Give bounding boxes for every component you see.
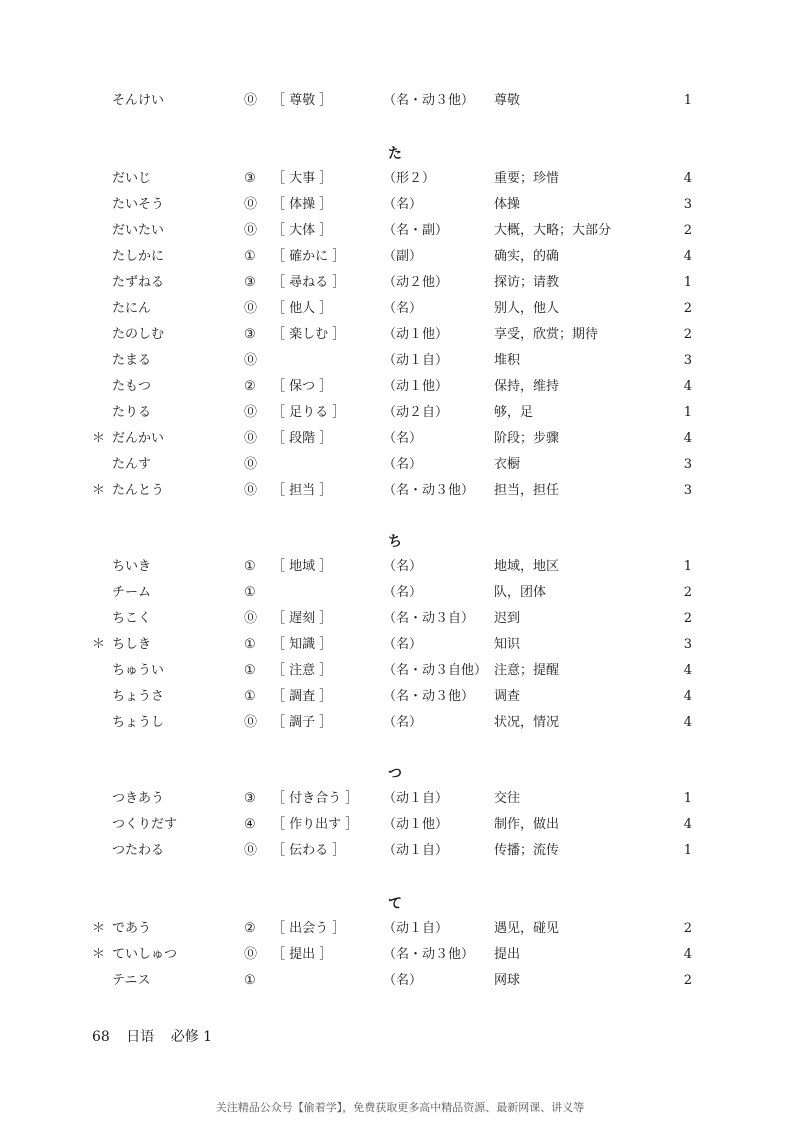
entry-lesson: 1 xyxy=(683,405,692,420)
entry-kana: であう xyxy=(112,921,152,936)
section-heading: て xyxy=(388,896,402,912)
entry-kanji: ［ 楽しむ ］ xyxy=(272,327,346,342)
vocab-row xyxy=(0,401,800,425)
star-mark: ＊ xyxy=(92,637,106,652)
entry-lesson: 3 xyxy=(683,637,692,652)
vocab-row xyxy=(0,297,800,321)
vocab-row xyxy=(0,427,800,451)
section-heading: つ xyxy=(388,766,402,782)
entry-kana: ちこく xyxy=(112,611,152,626)
entry-lesson: 2 xyxy=(683,223,692,238)
entry-accent: ② xyxy=(244,921,256,936)
star-mark: ＊ xyxy=(92,431,106,446)
entry-accent: ⓪ xyxy=(244,431,258,446)
entry-part-of-speech: （形２） xyxy=(383,171,436,186)
vocab-row xyxy=(0,943,800,967)
entry-meaning: 知识 xyxy=(494,637,521,652)
entry-lesson: 2 xyxy=(683,327,692,342)
entry-part-of-speech: （名） xyxy=(383,301,423,316)
entry-lesson: 2 xyxy=(683,611,692,626)
vocab-row xyxy=(0,349,800,373)
entry-kana: たもつ xyxy=(112,379,152,394)
entry-lesson: 4 xyxy=(683,249,692,264)
entry-lesson: 2 xyxy=(683,973,692,988)
entry-lesson: 4 xyxy=(683,431,692,446)
star-mark: ＊ xyxy=(92,483,106,498)
entry-part-of-speech: （名） xyxy=(383,197,423,212)
entry-accent: ② xyxy=(244,379,256,394)
entry-meaning: 遇见，碰见 xyxy=(494,921,560,936)
entry-kanji: ［ 作り出す ］ xyxy=(272,817,359,832)
entry-accent: ① xyxy=(244,973,256,988)
entry-accent: ③ xyxy=(244,171,256,186)
vocab-row xyxy=(0,245,800,269)
entry-part-of-speech: （动１他） xyxy=(383,817,449,832)
entry-kanji: ［ 知識 ］ xyxy=(272,637,333,652)
vocab-row xyxy=(0,787,800,811)
entry-part-of-speech: （动１自） xyxy=(383,353,449,368)
entry-meaning: 状况，情况 xyxy=(494,715,560,730)
vocab-row xyxy=(0,89,800,113)
entry-lesson: 4 xyxy=(683,715,692,730)
entry-meaning: 确实，的确 xyxy=(494,249,560,264)
entry-accent: ⓪ xyxy=(244,353,258,368)
entry-lesson: 2 xyxy=(683,921,692,936)
book-title: 日语 xyxy=(126,1029,155,1045)
vocab-row xyxy=(0,969,800,993)
entry-accent: ⓪ xyxy=(244,405,258,420)
vocab-row xyxy=(0,375,800,399)
book-volume: 必修 1 xyxy=(170,1029,213,1045)
entry-kana: たりる xyxy=(112,405,152,420)
vocab-row xyxy=(0,219,800,243)
vocab-row xyxy=(0,271,800,295)
entry-meaning: 阶段；步骤 xyxy=(494,431,560,446)
entry-kanji: ［ 足りる ］ xyxy=(272,405,346,420)
entry-lesson: 1 xyxy=(683,559,692,574)
entry-lesson: 2 xyxy=(683,301,692,316)
entry-meaning: 别人，他人 xyxy=(494,301,560,316)
section-heading: た xyxy=(388,146,402,162)
entry-accent: ⓪ xyxy=(244,843,258,858)
entry-lesson: 4 xyxy=(683,817,692,832)
entry-kanji: ［ 大事 ］ xyxy=(272,171,333,186)
vocab-row xyxy=(0,607,800,631)
vocab-row xyxy=(0,323,800,347)
entry-meaning: 传播；流传 xyxy=(494,843,560,858)
entry-kanji: ［ 段階 ］ xyxy=(272,431,333,446)
entry-accent: ⓪ xyxy=(244,197,258,212)
entry-kana: つくりだす xyxy=(112,817,178,832)
vocab-row xyxy=(0,453,800,477)
entry-part-of-speech: （名・动３自） xyxy=(383,611,475,626)
entry-kanji: ［ 注意 ］ xyxy=(272,663,333,678)
entry-lesson: 4 xyxy=(683,689,692,704)
section-heading: ち xyxy=(388,534,402,550)
entry-kana: ちょうさ xyxy=(112,689,165,704)
vocab-row xyxy=(0,839,800,863)
entry-meaning: 体操 xyxy=(494,197,521,212)
entry-kanji: ［ 他人 ］ xyxy=(272,301,333,316)
entry-kana: たずねる xyxy=(112,275,165,290)
entry-kana: ちゅうい xyxy=(112,663,165,678)
entry-kanji: ［ 尊敬 ］ xyxy=(272,93,333,108)
entry-part-of-speech: （名） xyxy=(383,637,423,652)
entry-kana: だいたい xyxy=(112,223,165,238)
entry-kanji: ［ 体操 ］ xyxy=(272,197,333,212)
entry-kana: テニス xyxy=(112,973,151,988)
entry-part-of-speech: （名） xyxy=(383,973,423,988)
vocab-row xyxy=(0,813,800,837)
star-mark: ＊ xyxy=(92,921,106,936)
entry-meaning: 重要；珍惜 xyxy=(494,171,560,186)
entry-part-of-speech: （动１他） xyxy=(383,327,449,342)
entry-meaning: 网球 xyxy=(494,973,521,988)
entry-accent: ⓪ xyxy=(244,93,258,108)
entry-kanji: ［ 出会う ］ xyxy=(272,921,346,936)
entry-part-of-speech: （名） xyxy=(383,431,423,446)
entry-kana: チーム xyxy=(112,585,152,600)
entry-lesson: 4 xyxy=(683,947,692,962)
vocab-row xyxy=(0,581,800,605)
entry-kanji: ［ 遅刻 ］ xyxy=(272,611,333,626)
entry-lesson: 3 xyxy=(683,353,692,368)
entry-accent: ① xyxy=(244,637,256,652)
vocab-row xyxy=(0,167,800,191)
entry-kanji: ［ 地域 ］ xyxy=(272,559,333,574)
entry-kana: たんとう xyxy=(112,483,165,498)
entry-kana: つたわる xyxy=(112,843,165,858)
entry-accent: ① xyxy=(244,249,256,264)
entry-accent: ③ xyxy=(244,791,256,806)
entry-kanji: ［ 調査 ］ xyxy=(272,689,333,704)
entry-meaning: 尊敬 xyxy=(494,93,521,108)
entry-kana: ちいき xyxy=(112,559,152,574)
entry-part-of-speech: （副） xyxy=(383,249,423,264)
entry-kana: たまる xyxy=(112,353,152,368)
entry-accent: ④ xyxy=(244,817,256,832)
entry-part-of-speech: （动２他） xyxy=(383,275,449,290)
entry-part-of-speech: （名・动３他） xyxy=(383,483,475,498)
entry-meaning: 够，足 xyxy=(494,405,534,420)
entry-lesson: 4 xyxy=(683,171,692,186)
entry-kana: ちょうし xyxy=(112,715,165,730)
entry-part-of-speech: （名） xyxy=(383,585,423,600)
entry-kana: たのしむ xyxy=(112,327,165,342)
entry-kanji: ［ 保つ ］ xyxy=(272,379,333,394)
entry-part-of-speech: （名） xyxy=(383,559,423,574)
entry-kana: たにん xyxy=(112,301,152,316)
entry-part-of-speech: （动１自） xyxy=(383,791,449,806)
vocab-row xyxy=(0,555,800,579)
entry-lesson: 1 xyxy=(683,275,692,290)
entry-accent: ⓪ xyxy=(244,947,258,962)
vocab-row xyxy=(0,917,800,941)
vocab-row xyxy=(0,633,800,657)
entry-part-of-speech: （动１他） xyxy=(383,379,449,394)
entry-kana: つきあう xyxy=(112,791,165,806)
entry-part-of-speech: （名） xyxy=(383,715,423,730)
entry-lesson: 3 xyxy=(683,457,692,472)
entry-kana: たいそう xyxy=(112,197,165,212)
entry-meaning: 衣橱 xyxy=(494,457,521,472)
entry-lesson: 4 xyxy=(683,379,692,394)
entry-accent: ⓪ xyxy=(244,457,258,472)
page-number: 68 xyxy=(92,1029,110,1045)
entry-accent: ① xyxy=(244,559,256,574)
entry-meaning: 调查 xyxy=(494,689,521,704)
entry-part-of-speech: （动１自） xyxy=(383,921,449,936)
vocab-row xyxy=(0,479,800,503)
entry-kanji: ［ 付き合う ］ xyxy=(272,791,359,806)
entry-kanji: ［ 伝わる ］ xyxy=(272,843,346,858)
entry-kanji: ［ 提出 ］ xyxy=(272,947,333,962)
entry-kana: そんけい xyxy=(112,93,165,108)
entry-kanji: ［ 尋ねる ］ xyxy=(272,275,346,290)
entry-lesson: 1 xyxy=(683,93,692,108)
vocab-row xyxy=(0,711,800,735)
entry-lesson: 2 xyxy=(683,585,692,600)
watermark-text: 关注精品公众号【偷着学】，免费获取更多高中精品资源、最新网课、讲义等 xyxy=(215,1101,585,1114)
star-mark: ＊ xyxy=(92,947,106,962)
page-footer xyxy=(92,1026,224,1046)
entry-kanji: ［ 大体 ］ xyxy=(272,223,333,238)
entry-kanji: ［ 担当 ］ xyxy=(272,483,333,498)
entry-kanji: ［ 調子 ］ xyxy=(272,715,333,730)
entry-meaning: 队，团体 xyxy=(494,585,547,600)
entry-accent: ① xyxy=(244,585,256,600)
entry-meaning: 交往 xyxy=(494,791,521,806)
entry-part-of-speech: （动１自） xyxy=(383,843,449,858)
entry-meaning: 提出 xyxy=(494,947,521,962)
entry-kana: たしかに xyxy=(112,249,165,264)
entry-meaning: 保持，维持 xyxy=(494,379,560,394)
entry-kana: たんす xyxy=(112,457,152,472)
entry-part-of-speech: （动２自） xyxy=(383,405,449,420)
entry-part-of-speech: （名・动３他） xyxy=(383,93,475,108)
entry-accent: ⓪ xyxy=(244,301,258,316)
entry-meaning: 注意；提醒 xyxy=(494,663,560,678)
entry-meaning: 制作，做出 xyxy=(494,817,560,832)
entry-lesson: 3 xyxy=(683,197,692,212)
entry-accent: ① xyxy=(244,663,256,678)
entry-part-of-speech: （名・动３他） xyxy=(383,689,475,704)
entry-accent: ⓪ xyxy=(244,611,258,626)
entry-accent: ⓪ xyxy=(244,715,258,730)
entry-accent: ③ xyxy=(244,275,256,290)
entry-part-of-speech: （名・副） xyxy=(383,223,449,238)
entry-meaning: 享受，欣赏；期待 xyxy=(494,327,599,342)
entry-accent: ③ xyxy=(244,327,256,342)
vocab-row xyxy=(0,193,800,217)
vocab-row xyxy=(0,659,800,683)
entry-kana: ていしゅつ xyxy=(112,947,178,962)
entry-meaning: 堆积 xyxy=(494,353,521,368)
entry-kana: ちしき xyxy=(112,637,152,652)
entry-meaning: 地域，地区 xyxy=(494,559,560,574)
entry-kanji: ［ 確かに ］ xyxy=(272,249,346,264)
entry-kana: だいじ xyxy=(112,171,152,186)
entry-accent: ⓪ xyxy=(244,223,258,238)
entry-lesson: 3 xyxy=(683,483,692,498)
entry-accent: ⓪ xyxy=(244,483,258,498)
entry-part-of-speech: （名） xyxy=(383,457,423,472)
entry-lesson: 4 xyxy=(683,663,692,678)
entry-lesson: 1 xyxy=(683,843,692,858)
entry-meaning: 探访；请教 xyxy=(494,275,560,290)
entry-meaning: 大概，大略；大部分 xyxy=(494,223,612,238)
entry-part-of-speech: （名・动３他） xyxy=(383,947,475,962)
vocab-row xyxy=(0,685,800,709)
entry-kana: だんかい xyxy=(112,431,165,446)
entry-meaning: 迟到 xyxy=(494,611,521,626)
entry-accent: ① xyxy=(244,689,256,704)
entry-meaning: 担当，担任 xyxy=(494,483,560,498)
entry-lesson: 1 xyxy=(683,791,692,806)
entry-part-of-speech: （名・动３自他） xyxy=(383,663,488,678)
